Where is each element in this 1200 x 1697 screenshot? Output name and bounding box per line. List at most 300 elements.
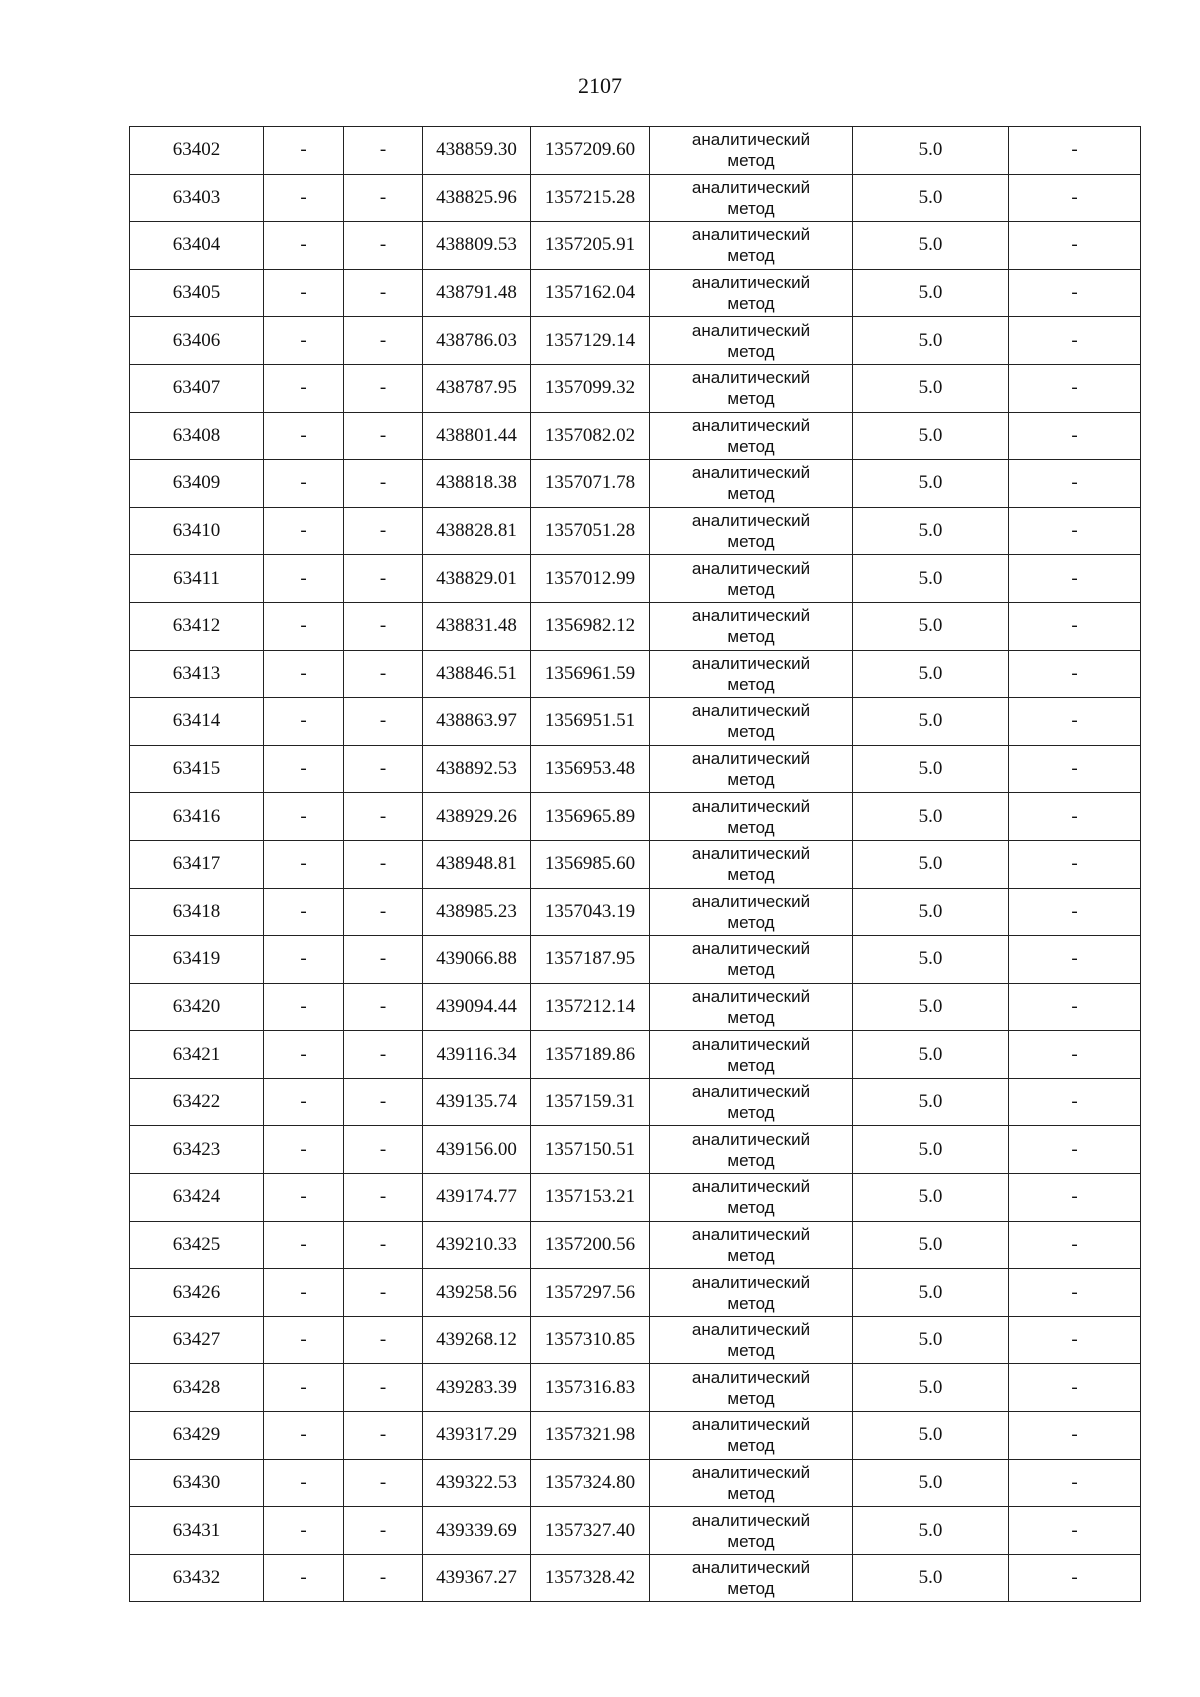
- table-row: [130, 1174, 1141, 1222]
- method-line-2: метод: [727, 532, 775, 552]
- method-cell: [650, 1174, 853, 1222]
- x-coordinate-cell: 438863.97: [423, 698, 531, 746]
- method-line-2: метод: [727, 960, 775, 980]
- table-row: [130, 1459, 1141, 1507]
- precision-cell: 5.0: [853, 317, 1009, 365]
- method-line-2: метод: [727, 579, 775, 599]
- empty-cell-2: -: [344, 1316, 423, 1364]
- table-row: [130, 317, 1141, 365]
- y-coordinate-cell: 1356965.89: [531, 793, 650, 841]
- x-coordinate-cell: 439317.29: [423, 1412, 531, 1460]
- method-line-1: аналитический: [691, 511, 811, 531]
- method-line-1: аналитический: [691, 225, 811, 245]
- point-id-cell: 63420: [130, 983, 264, 1031]
- empty-cell-1: -: [264, 127, 344, 175]
- method-cell: [650, 269, 853, 317]
- empty-cell-2: -: [344, 1364, 423, 1412]
- empty-cell-2: -: [344, 793, 423, 841]
- y-coordinate-cell: 1357153.21: [531, 1174, 650, 1222]
- y-coordinate-cell: 1357316.83: [531, 1364, 650, 1412]
- empty-cell-2: -: [344, 698, 423, 746]
- method-line-2: метод: [727, 674, 775, 694]
- x-coordinate-cell: 439156.00: [423, 1126, 531, 1174]
- point-id-cell: 63422: [130, 1078, 264, 1126]
- method-cell: [650, 222, 853, 270]
- table-row: [130, 840, 1141, 888]
- empty-cell-1: -: [264, 650, 344, 698]
- y-coordinate-cell: 1356953.48: [531, 745, 650, 793]
- method-line-2: метод: [727, 389, 775, 409]
- empty-cell-1: -: [264, 1364, 344, 1412]
- y-coordinate-cell: 1356961.59: [531, 650, 650, 698]
- empty-cell-2: -: [344, 1459, 423, 1507]
- point-id-cell: 63406: [130, 317, 264, 365]
- method-line-1: аналитический: [691, 891, 811, 911]
- coordinates-table: [129, 126, 1141, 1602]
- empty-cell-2: -: [344, 888, 423, 936]
- method-line-2: метод: [727, 770, 775, 790]
- method-line-2: метод: [727, 1055, 775, 1075]
- method-line-1: аналитический: [691, 177, 811, 197]
- point-id-cell: 63423: [130, 1126, 264, 1174]
- precision-cell: 5.0: [853, 1316, 1009, 1364]
- note-cell: -: [1009, 745, 1141, 793]
- empty-cell-2: -: [344, 1269, 423, 1317]
- method-line-2: метод: [727, 722, 775, 742]
- precision-cell: 5.0: [853, 127, 1009, 175]
- table-row: [130, 1078, 1141, 1126]
- method-cell: [650, 460, 853, 508]
- y-coordinate-cell: 1357159.31: [531, 1078, 650, 1126]
- empty-cell-1: -: [264, 1554, 344, 1602]
- method-line-1: аналитический: [691, 653, 811, 673]
- note-cell: -: [1009, 364, 1141, 412]
- method-line-2: метод: [727, 1103, 775, 1123]
- precision-cell: 5.0: [853, 174, 1009, 222]
- precision-cell: 5.0: [853, 650, 1009, 698]
- y-coordinate-cell: 1357327.40: [531, 1507, 650, 1555]
- point-id-cell: 63413: [130, 650, 264, 698]
- empty-cell-2: -: [344, 507, 423, 555]
- empty-cell-1: -: [264, 1412, 344, 1460]
- x-coordinate-cell: 438786.03: [423, 317, 531, 365]
- empty-cell-1: -: [264, 602, 344, 650]
- method-cell: [650, 840, 853, 888]
- method-line-2: метод: [727, 1341, 775, 1361]
- note-cell: -: [1009, 1078, 1141, 1126]
- empty-cell-2: -: [344, 1554, 423, 1602]
- method-cell: [650, 1126, 853, 1174]
- empty-cell-1: -: [264, 412, 344, 460]
- precision-cell: 5.0: [853, 507, 1009, 555]
- y-coordinate-cell: 1357129.14: [531, 317, 650, 365]
- table-row: [130, 507, 1141, 555]
- method-cell: [650, 698, 853, 746]
- table-row: [130, 269, 1141, 317]
- method-line-2: метод: [727, 1531, 775, 1551]
- empty-cell-2: -: [344, 222, 423, 270]
- empty-cell-1: -: [264, 317, 344, 365]
- table-row: [130, 127, 1141, 175]
- empty-cell-1: -: [264, 793, 344, 841]
- point-id-cell: 63404: [130, 222, 264, 270]
- y-coordinate-cell: 1357324.80: [531, 1459, 650, 1507]
- precision-cell: 5.0: [853, 840, 1009, 888]
- point-id-cell: 63407: [130, 364, 264, 412]
- note-cell: -: [1009, 840, 1141, 888]
- empty-cell-1: -: [264, 555, 344, 603]
- empty-cell-1: -: [264, 1126, 344, 1174]
- method-line-1: аналитический: [691, 1558, 811, 1578]
- empty-cell-2: -: [344, 127, 423, 175]
- x-coordinate-cell: 438985.23: [423, 888, 531, 936]
- note-cell: -: [1009, 127, 1141, 175]
- empty-cell-2: -: [344, 936, 423, 984]
- y-coordinate-cell: 1357200.56: [531, 1221, 650, 1269]
- x-coordinate-cell: 439094.44: [423, 983, 531, 1031]
- table-row: [130, 1126, 1141, 1174]
- note-cell: -: [1009, 1174, 1141, 1222]
- precision-cell: 5.0: [853, 460, 1009, 508]
- y-coordinate-cell: 1356982.12: [531, 602, 650, 650]
- table-row: [130, 650, 1141, 698]
- empty-cell-1: -: [264, 936, 344, 984]
- table-row: [130, 1269, 1141, 1317]
- empty-cell-1: -: [264, 364, 344, 412]
- method-cell: [650, 555, 853, 603]
- empty-cell-2: -: [344, 364, 423, 412]
- method-line-1: аналитический: [691, 1510, 811, 1530]
- note-cell: -: [1009, 269, 1141, 317]
- x-coordinate-cell: 438828.81: [423, 507, 531, 555]
- y-coordinate-cell: 1356951.51: [531, 698, 650, 746]
- precision-cell: 5.0: [853, 936, 1009, 984]
- method-line-1: аналитический: [691, 1462, 811, 1482]
- table-row: [130, 1412, 1141, 1460]
- precision-cell: 5.0: [853, 1269, 1009, 1317]
- method-line-1: аналитический: [691, 320, 811, 340]
- method-line-1: аналитический: [691, 749, 811, 769]
- x-coordinate-cell: 439283.39: [423, 1364, 531, 1412]
- y-coordinate-cell: 1357205.91: [531, 222, 650, 270]
- y-coordinate-cell: 1357162.04: [531, 269, 650, 317]
- table-body: [130, 127, 1141, 1602]
- method-line-2: метод: [727, 294, 775, 314]
- note-cell: -: [1009, 1221, 1141, 1269]
- note-cell: -: [1009, 1459, 1141, 1507]
- x-coordinate-cell: 438809.53: [423, 222, 531, 270]
- precision-cell: 5.0: [853, 412, 1009, 460]
- point-id-cell: 63421: [130, 1031, 264, 1079]
- note-cell: -: [1009, 983, 1141, 1031]
- method-line-1: аналитический: [691, 1177, 811, 1197]
- method-line-1: аналитический: [691, 1320, 811, 1340]
- y-coordinate-cell: 1357071.78: [531, 460, 650, 508]
- empty-cell-1: -: [264, 1031, 344, 1079]
- y-coordinate-cell: 1357051.28: [531, 507, 650, 555]
- point-id-cell: 63416: [130, 793, 264, 841]
- point-id-cell: 63408: [130, 412, 264, 460]
- method-cell: [650, 1412, 853, 1460]
- method-line-1: аналитический: [691, 1082, 811, 1102]
- empty-cell-1: -: [264, 1459, 344, 1507]
- x-coordinate-cell: 438791.48: [423, 269, 531, 317]
- y-coordinate-cell: 1356985.60: [531, 840, 650, 888]
- method-line-1: аналитический: [691, 1367, 811, 1387]
- point-id-cell: 63402: [130, 127, 264, 175]
- point-id-cell: 63415: [130, 745, 264, 793]
- precision-cell: 5.0: [853, 1364, 1009, 1412]
- empty-cell-2: -: [344, 745, 423, 793]
- empty-cell-2: -: [344, 602, 423, 650]
- method-line-1: аналитический: [691, 1129, 811, 1149]
- precision-cell: 5.0: [853, 1221, 1009, 1269]
- precision-cell: 5.0: [853, 1459, 1009, 1507]
- method-line-1: аналитический: [691, 463, 811, 483]
- y-coordinate-cell: 1357328.42: [531, 1554, 650, 1602]
- method-line-2: метод: [727, 817, 775, 837]
- note-cell: -: [1009, 1316, 1141, 1364]
- method-cell: [650, 1078, 853, 1126]
- method-line-2: метод: [727, 1007, 775, 1027]
- x-coordinate-cell: 439258.56: [423, 1269, 531, 1317]
- table-row: [130, 1364, 1141, 1412]
- table-row: [130, 602, 1141, 650]
- empty-cell-1: -: [264, 983, 344, 1031]
- note-cell: -: [1009, 1031, 1141, 1079]
- method-line-2: метод: [727, 151, 775, 171]
- point-id-cell: 63414: [130, 698, 264, 746]
- precision-cell: 5.0: [853, 555, 1009, 603]
- x-coordinate-cell: 439268.12: [423, 1316, 531, 1364]
- x-coordinate-cell: 439135.74: [423, 1078, 531, 1126]
- method-line-1: аналитический: [691, 1224, 811, 1244]
- point-id-cell: 63425: [130, 1221, 264, 1269]
- empty-cell-2: -: [344, 1031, 423, 1079]
- empty-cell-1: -: [264, 1269, 344, 1317]
- method-line-1: аналитический: [691, 415, 811, 435]
- point-id-cell: 63432: [130, 1554, 264, 1602]
- page-number: 2107: [578, 73, 622, 98]
- method-line-2: метод: [727, 198, 775, 218]
- precision-cell: 5.0: [853, 983, 1009, 1031]
- method-line-2: метод: [727, 627, 775, 647]
- table-row: [130, 793, 1141, 841]
- y-coordinate-cell: 1357215.28: [531, 174, 650, 222]
- empty-cell-2: -: [344, 1507, 423, 1555]
- note-cell: -: [1009, 1269, 1141, 1317]
- method-line-1: аналитический: [691, 796, 811, 816]
- table-row: [130, 936, 1141, 984]
- method-cell: [650, 127, 853, 175]
- x-coordinate-cell: 438831.48: [423, 602, 531, 650]
- method-cell: [650, 1554, 853, 1602]
- empty-cell-2: -: [344, 269, 423, 317]
- y-coordinate-cell: 1357043.19: [531, 888, 650, 936]
- note-cell: -: [1009, 555, 1141, 603]
- table-row: [130, 412, 1141, 460]
- method-line-1: аналитический: [691, 1415, 811, 1435]
- precision-cell: 5.0: [853, 269, 1009, 317]
- note-cell: -: [1009, 1554, 1141, 1602]
- empty-cell-1: -: [264, 269, 344, 317]
- empty-cell-1: -: [264, 222, 344, 270]
- method-line-1: аналитический: [691, 939, 811, 959]
- method-cell: [650, 1221, 853, 1269]
- x-coordinate-cell: 438948.81: [423, 840, 531, 888]
- point-id-cell: 63405: [130, 269, 264, 317]
- precision-cell: 5.0: [853, 1507, 1009, 1555]
- method-cell: [650, 1269, 853, 1317]
- note-cell: -: [1009, 1364, 1141, 1412]
- precision-cell: 5.0: [853, 1126, 1009, 1174]
- precision-cell: 5.0: [853, 1174, 1009, 1222]
- table-row: [130, 1316, 1141, 1364]
- table-row: [130, 698, 1141, 746]
- note-cell: -: [1009, 1126, 1141, 1174]
- method-cell: [650, 1031, 853, 1079]
- y-coordinate-cell: 1357082.02: [531, 412, 650, 460]
- table-row: [130, 983, 1141, 1031]
- point-id-cell: 63429: [130, 1412, 264, 1460]
- note-cell: -: [1009, 222, 1141, 270]
- precision-cell: 5.0: [853, 1412, 1009, 1460]
- x-coordinate-cell: 438829.01: [423, 555, 531, 603]
- empty-cell-2: -: [344, 1078, 423, 1126]
- point-id-cell: 63430: [130, 1459, 264, 1507]
- method-cell: [650, 1507, 853, 1555]
- empty-cell-1: -: [264, 1316, 344, 1364]
- empty-cell-2: -: [344, 1221, 423, 1269]
- method-cell: [650, 1364, 853, 1412]
- x-coordinate-cell: 439339.69: [423, 1507, 531, 1555]
- method-line-2: метод: [727, 1245, 775, 1265]
- note-cell: -: [1009, 602, 1141, 650]
- method-cell: [650, 364, 853, 412]
- precision-cell: 5.0: [853, 1078, 1009, 1126]
- point-id-cell: 63410: [130, 507, 264, 555]
- note-cell: -: [1009, 412, 1141, 460]
- method-cell: [650, 936, 853, 984]
- x-coordinate-cell: 438929.26: [423, 793, 531, 841]
- point-id-cell: 63403: [130, 174, 264, 222]
- precision-cell: 5.0: [853, 698, 1009, 746]
- method-cell: [650, 1459, 853, 1507]
- table-row: [130, 222, 1141, 270]
- empty-cell-2: -: [344, 412, 423, 460]
- empty-cell-1: -: [264, 888, 344, 936]
- empty-cell-2: -: [344, 1412, 423, 1460]
- point-id-cell: 63426: [130, 1269, 264, 1317]
- method-line-2: метод: [727, 1483, 775, 1503]
- empty-cell-2: -: [344, 1174, 423, 1222]
- x-coordinate-cell: 438787.95: [423, 364, 531, 412]
- note-cell: -: [1009, 698, 1141, 746]
- x-coordinate-cell: 438846.51: [423, 650, 531, 698]
- method-cell: [650, 602, 853, 650]
- empty-cell-1: -: [264, 698, 344, 746]
- x-coordinate-cell: 438818.38: [423, 460, 531, 508]
- note-cell: -: [1009, 507, 1141, 555]
- precision-cell: 5.0: [853, 364, 1009, 412]
- method-cell: [650, 174, 853, 222]
- empty-cell-1: -: [264, 745, 344, 793]
- point-id-cell: 63424: [130, 1174, 264, 1222]
- x-coordinate-cell: 439322.53: [423, 1459, 531, 1507]
- y-coordinate-cell: 1357189.86: [531, 1031, 650, 1079]
- method-line-1: аналитический: [691, 558, 811, 578]
- precision-cell: 5.0: [853, 602, 1009, 650]
- empty-cell-1: -: [264, 840, 344, 888]
- point-id-cell: 63411: [130, 555, 264, 603]
- note-cell: -: [1009, 317, 1141, 365]
- empty-cell-1: -: [264, 1507, 344, 1555]
- precision-cell: 5.0: [853, 888, 1009, 936]
- empty-cell-1: -: [264, 174, 344, 222]
- x-coordinate-cell: 439066.88: [423, 936, 531, 984]
- y-coordinate-cell: 1357099.32: [531, 364, 650, 412]
- empty-cell-1: -: [264, 1078, 344, 1126]
- method-line-1: аналитический: [691, 1034, 811, 1054]
- method-line-2: метод: [727, 484, 775, 504]
- method-line-1: аналитический: [691, 606, 811, 626]
- method-cell: [650, 412, 853, 460]
- precision-cell: 5.0: [853, 793, 1009, 841]
- y-coordinate-cell: 1357297.56: [531, 1269, 650, 1317]
- x-coordinate-cell: 439367.27: [423, 1554, 531, 1602]
- table-row: [130, 460, 1141, 508]
- empty-cell-1: -: [264, 1221, 344, 1269]
- point-id-cell: 63417: [130, 840, 264, 888]
- method-line-1: аналитический: [691, 273, 811, 293]
- method-line-2: метод: [727, 912, 775, 932]
- method-cell: [650, 983, 853, 1031]
- empty-cell-2: -: [344, 983, 423, 1031]
- method-line-2: метод: [727, 1579, 775, 1599]
- x-coordinate-cell: 438859.30: [423, 127, 531, 175]
- method-line-1: аналитический: [691, 701, 811, 721]
- table-row: [130, 1031, 1141, 1079]
- point-id-cell: 63431: [130, 1507, 264, 1555]
- table-row: [130, 1507, 1141, 1555]
- empty-cell-2: -: [344, 174, 423, 222]
- precision-cell: 5.0: [853, 745, 1009, 793]
- method-line-2: метод: [727, 865, 775, 885]
- y-coordinate-cell: 1357209.60: [531, 127, 650, 175]
- method-cell: [650, 650, 853, 698]
- empty-cell-2: -: [344, 840, 423, 888]
- y-coordinate-cell: 1357321.98: [531, 1412, 650, 1460]
- table-row: [130, 745, 1141, 793]
- point-id-cell: 63412: [130, 602, 264, 650]
- precision-cell: 5.0: [853, 1031, 1009, 1079]
- table-row: [130, 555, 1141, 603]
- x-coordinate-cell: 438825.96: [423, 174, 531, 222]
- note-cell: -: [1009, 650, 1141, 698]
- note-cell: -: [1009, 936, 1141, 984]
- empty-cell-1: -: [264, 1174, 344, 1222]
- table-row: [130, 174, 1141, 222]
- method-line-2: метод: [727, 341, 775, 361]
- x-coordinate-cell: 439210.33: [423, 1221, 531, 1269]
- method-line-2: метод: [727, 1150, 775, 1170]
- empty-cell-2: -: [344, 1126, 423, 1174]
- y-coordinate-cell: 1357187.95: [531, 936, 650, 984]
- method-cell: [650, 317, 853, 365]
- table-row: [130, 888, 1141, 936]
- precision-cell: 5.0: [853, 222, 1009, 270]
- method-line-1: аналитический: [691, 986, 811, 1006]
